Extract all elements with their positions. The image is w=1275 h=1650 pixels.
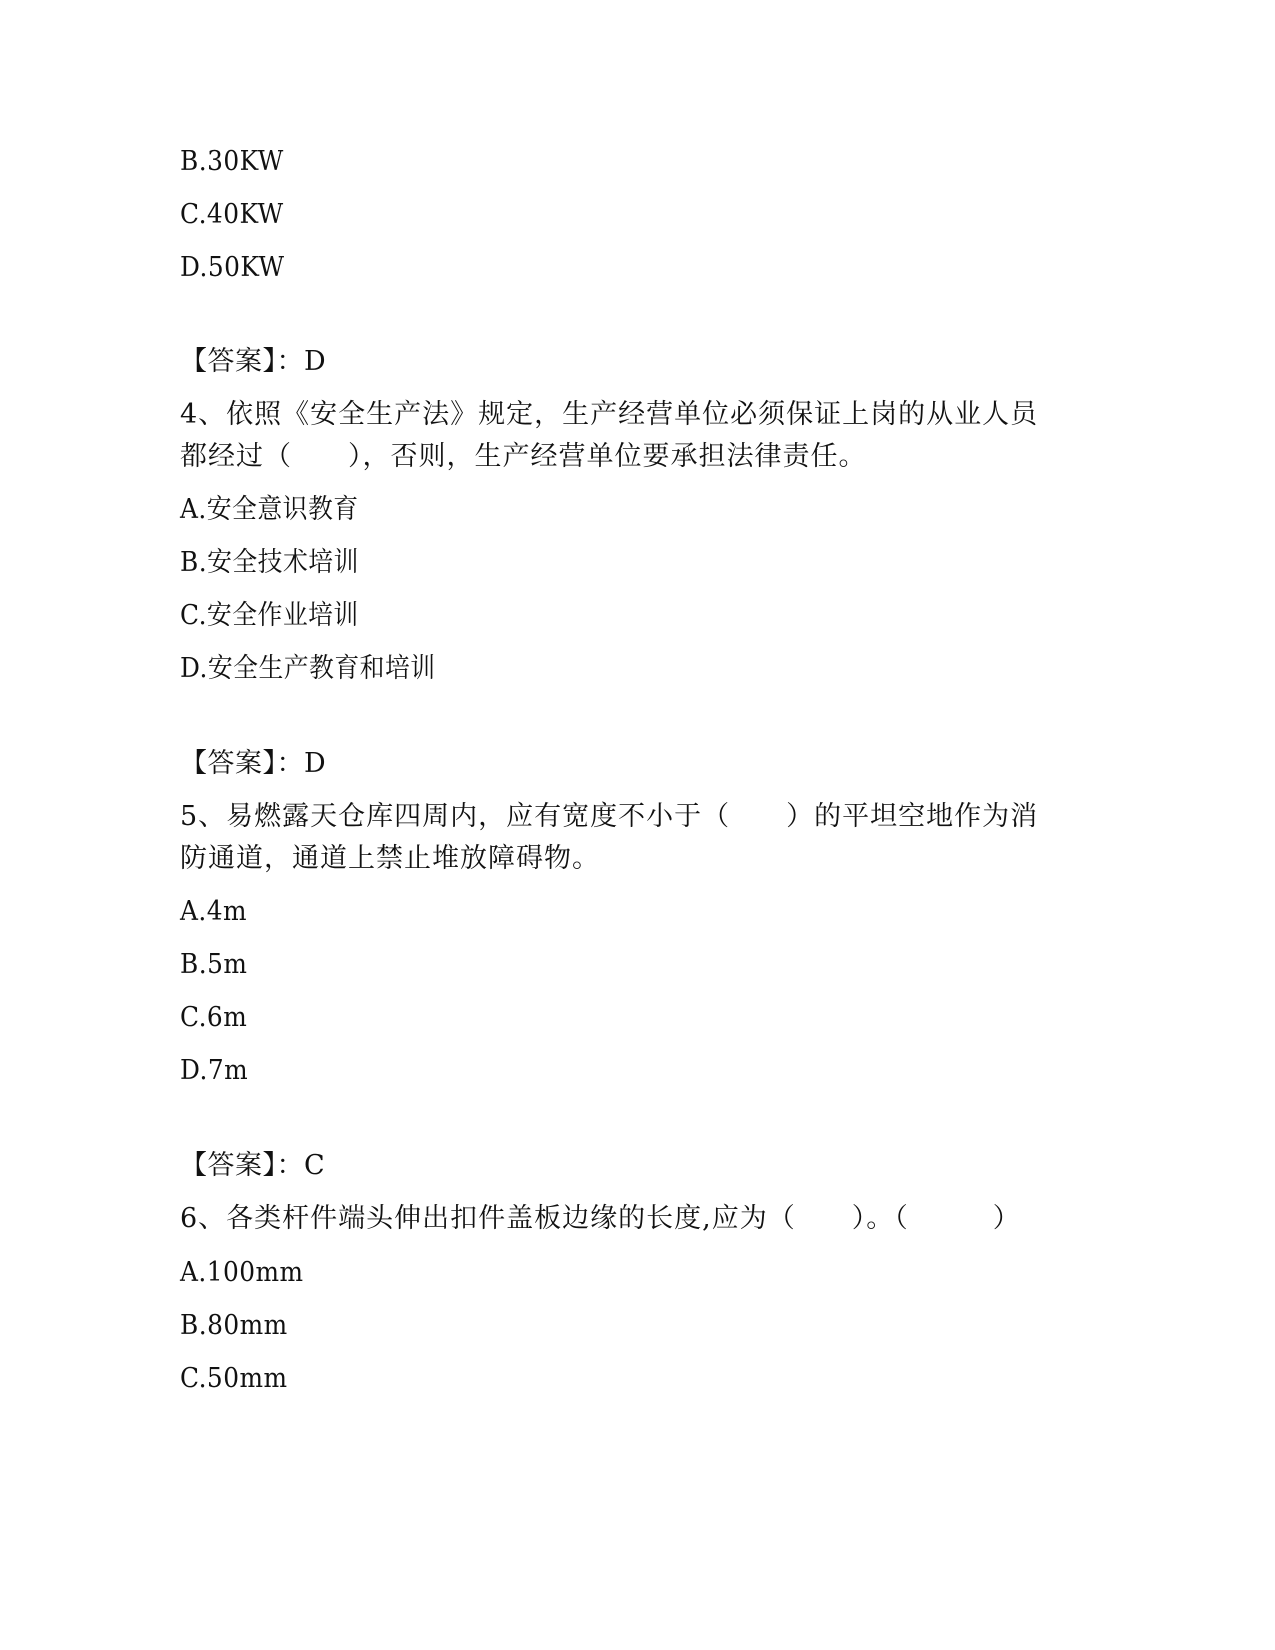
q5-answer: 【答案】：C [180, 1150, 326, 1181]
q6-option-a: A.100mm [180, 1257, 304, 1288]
q5-option-d: D.7m [180, 1055, 249, 1086]
q4-stem-line1: 4、依照《安全生产法》规定，生产经营单位必须保证上岗的从业人员 [180, 399, 1039, 430]
q6-option-b: B.80mm [180, 1310, 288, 1341]
q4-option-a: A.安全意识教育 [180, 494, 359, 525]
q4-answer: 【答案】：D [180, 748, 327, 779]
q3-answer: 【答案】：D [180, 346, 327, 377]
q5-option-c: C.6m [180, 1002, 248, 1033]
q3-option-d: D.50KW [180, 252, 285, 283]
q5-option-a: A.4m [180, 896, 248, 927]
q3-option-b: B.30KW [180, 146, 284, 177]
q5-stem-line1: 5、易燃露天仓库四周内，应有宽度不小于（ ）的平坦空地作为消 [180, 801, 1039, 832]
q5-option-b: B.5m [180, 949, 248, 980]
q3-option-c: C.40KW [180, 199, 284, 230]
q4-option-d: D.安全生产教育和培训 [180, 653, 436, 684]
q6-stem-line1: 6、各类杆件端头伸出扣件盖板边缘的长度,应为（ ）。（ ） [180, 1203, 1021, 1234]
q5-stem-line2: 防通道，通道上禁止堆放障碍物。 [180, 843, 600, 874]
q4-option-b: B.安全技术培训 [180, 547, 359, 578]
q4-stem-line2: 都经过（ ），否则，生产经营单位要承担法律责任。 [180, 441, 867, 472]
q6-option-c: C.50mm [180, 1363, 288, 1394]
q4-option-c: C.安全作业培训 [180, 600, 359, 631]
